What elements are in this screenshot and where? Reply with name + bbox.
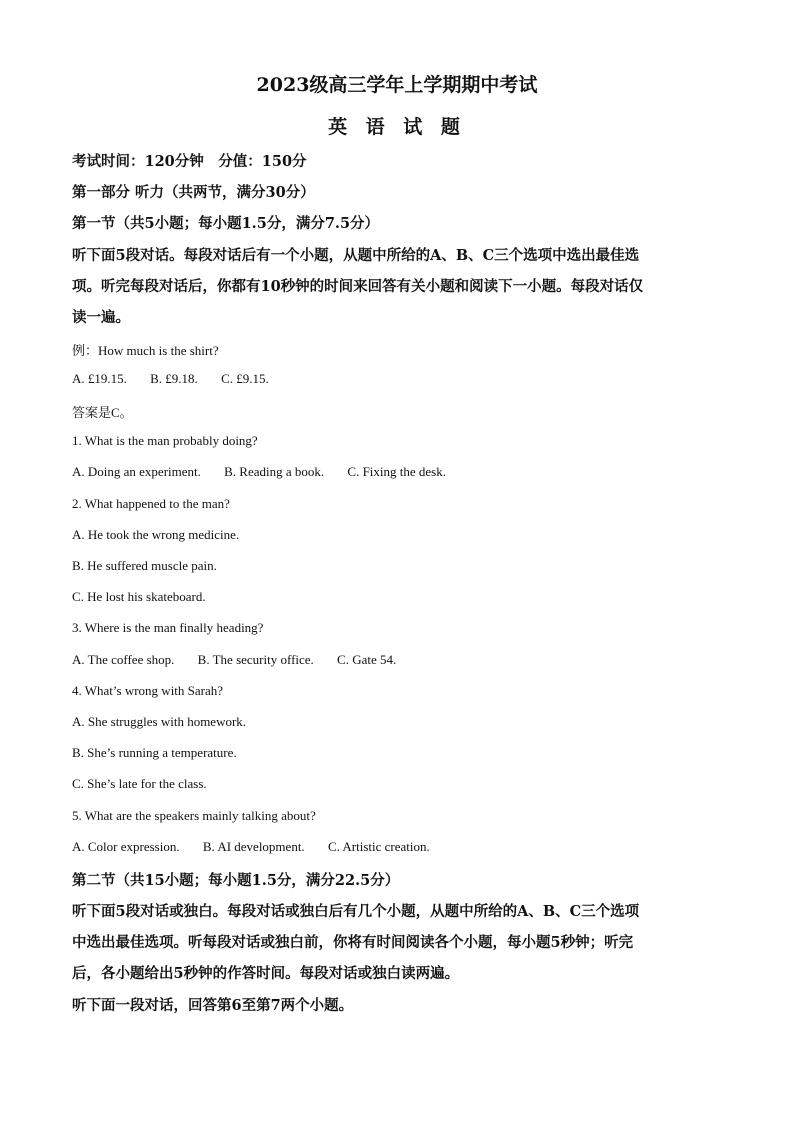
question-4: 4. What’s wrong with Sarah? <box>72 683 224 698</box>
section1-instruction-line: 听下面5段对话。每段对话后有一个小题，从题中所给的A、B、C三个选项中选出最佳选 <box>72 247 640 264</box>
question-3-options <box>72 652 416 668</box>
part1-heading: 第一部分 听力（共两节，满分30分） <box>72 184 315 201</box>
example-question: 例：How much is the shirt? <box>72 343 219 358</box>
question-5: 5. What are the speakers mainly talking about? <box>72 808 316 823</box>
option-a: A. Doing an experiment. <box>72 464 201 479</box>
option-c: C. He lost his skateboard. <box>72 589 206 604</box>
option-b: B. AI development. <box>202 839 305 854</box>
example-option: B. £9.18. <box>150 371 198 386</box>
option-b: B. She’s running a temperature. <box>72 745 237 760</box>
option-c: C. Gate 54. <box>337 652 397 667</box>
question-1-options <box>72 464 466 480</box>
section2-instruction-line: 听下面5段对话或独白。每段对话或独白后有几个小题，从题中所给的A、B、C三个选项 <box>72 903 640 920</box>
exam-info: 考试时间：120分钟 分值：150分 <box>72 153 307 170</box>
example-option: C. £9.15. <box>221 371 269 386</box>
option-a: A. She struggles with homework. <box>72 714 247 729</box>
option-b: B. Reading a book. <box>224 464 325 479</box>
option-c: C. She’s late for the class. <box>72 776 207 791</box>
question-3: 3. Where is the man finally heading? <box>72 620 264 635</box>
section2-instruction-line: 中选出最佳选项。听每段对话或独白前，你将有时间阅读各个小题，每小题5秒钟；听完 <box>72 934 634 951</box>
example-options <box>72 371 289 387</box>
question-2: 2. What happened to the man? <box>72 496 230 511</box>
question-5-options <box>72 839 450 855</box>
next-dialogue-instruction: 听下面一段对话，回答第6至第7两个小题。 <box>72 997 354 1014</box>
example-answer: 答案是C。 <box>72 405 133 420</box>
example-option: A. £19.15. <box>72 371 127 386</box>
option-b: B. The security office. <box>197 652 314 667</box>
section2-instruction-line: 后，各小题给出5秒钟的作答时间。每段对话或独白读两遍。 <box>72 965 460 982</box>
option-a: A. The coffee shop. <box>72 652 175 667</box>
option-c: C. Artistic creation. <box>327 839 430 854</box>
section1-heading: 第一节（共5小题；每小题1.5分，满分7.5分） <box>72 215 380 232</box>
question-1: 1. What is the man probably doing? <box>72 433 258 448</box>
option-a: A. He took the wrong medicine. <box>72 527 240 542</box>
section1-instruction-line: 读一遍。 <box>72 309 130 326</box>
exam-subtitle: 英 语 试 题 <box>328 116 466 138</box>
section1-instruction-line: 项。听完每段对话后，你都有10秒钟的时间来回答有关小题和阅读下一小题。每段对话仅 <box>72 278 644 295</box>
option-c: C. Fixing the desk. <box>347 464 446 479</box>
exam-title: 2023级高三学年上学期期中考试 <box>256 74 538 96</box>
option-b: B. He suffered muscle pain. <box>72 558 217 573</box>
option-a: A. Color expression. <box>72 839 180 854</box>
section2-heading: 第二节（共15小题；每小题1.5分，满分22.5分） <box>72 872 400 889</box>
